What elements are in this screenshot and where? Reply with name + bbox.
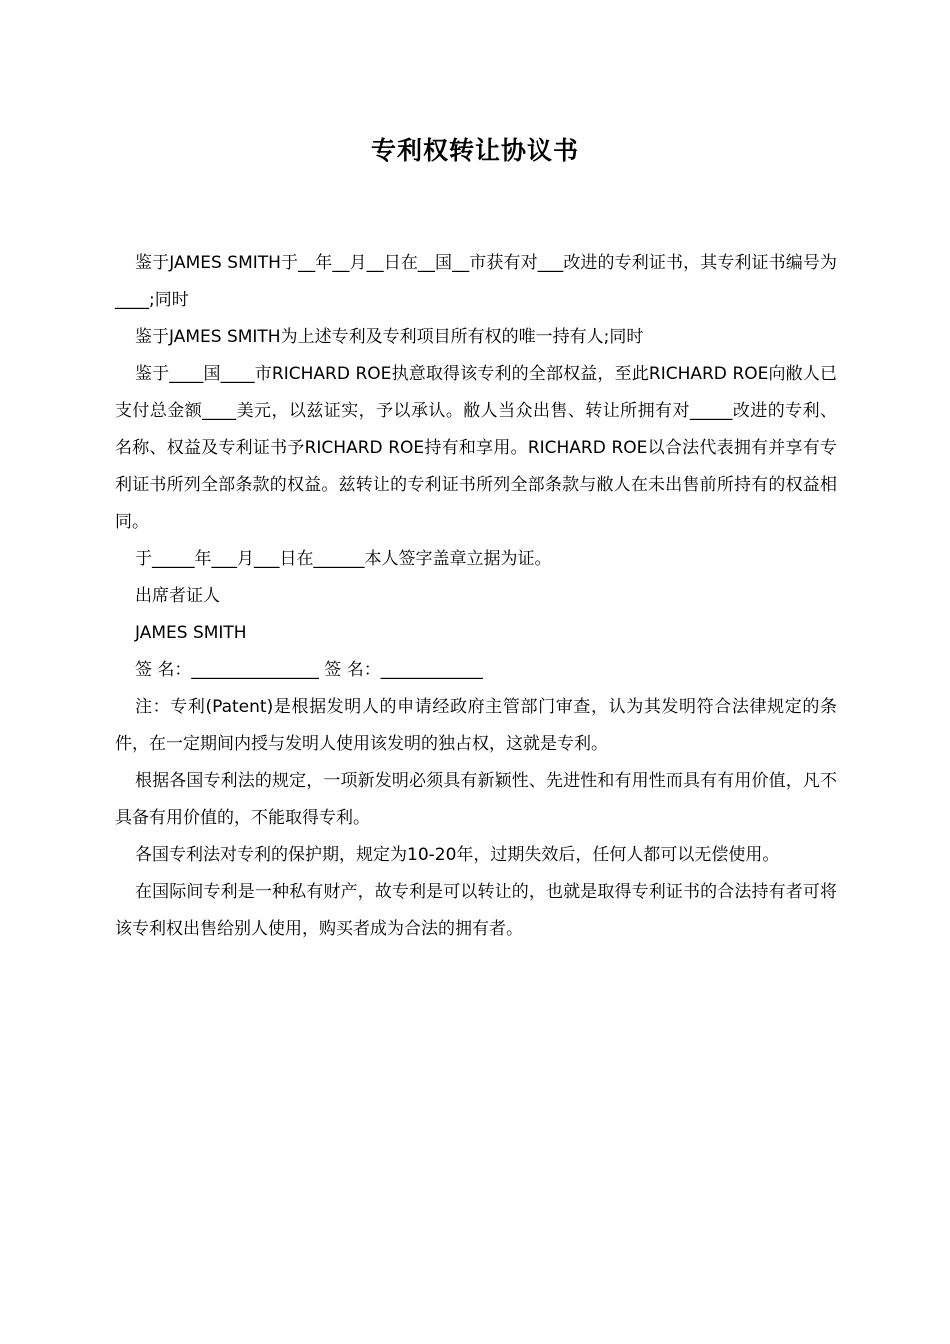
paragraph-witness-name: JAMES SMITH: [135, 623, 247, 643]
paragraph-whereas-transfer: 鉴于____国____市RICHARD ROE执意取得该专利的全部权益，至此RICHARD ROE向敝人已支付总金额____美元，以兹证实，予以承认。敝人当众出售、转让所拥有对_____改进的专利、名称、权益及专利证书予RICHARD ROE持有和享用。RICHARD ROE以合法代表拥有并享有专利证书所列全部条款的权益。兹转让的专利证书所列全部条款与敝人在未出售前所持有的权益相同。: [115, 364, 837, 532]
paragraph-note-requirements: 根据各国专利法的规定，一项新发明必须具有新颖性、先进性和有用性而具有有用价值，凡不具备有用价值的，不能取得专利。: [115, 771, 837, 828]
paragraph-whereas-patent: 鉴于JAMES SMITH于__年__月__日在__国__市获有对___改进的专利证书，其专利证书编号为____;同时: [115, 253, 837, 310]
document-title: 专利权转让协议书: [370, 136, 579, 165]
paragraph-note-transferable: 在国际间专利是一种私有财产，故专利是可以转让的，也就是取得专利证书的合法持有者可将该专利权出售给别人使用，购买者成为合法的拥有者。: [115, 882, 837, 939]
document-body: [115, 245, 837, 948]
paragraph-date-signature: 于_____年___月___日在______本人签字盖章立据为证。: [135, 549, 552, 569]
paragraph-note-protection-period: 各国专利法对专利的保护期，规定为10-20年，过期失效后，任何人都可以无偿使用。: [135, 845, 780, 865]
paragraph-note-patent: 注：专利(Patent)是根据发明人的申请经政府主管部门审查，认为其发明符合法律规定的条件，在一定期间内授与发明人使用该发明的独占权，这就是专利。: [115, 697, 837, 754]
paragraph-whereas-owner: 鉴于JAMES SMITH为上述专利及专利项目所有权的唯一持有人;同时: [135, 327, 644, 347]
paragraph-witness-label: 出席者证人: [135, 586, 220, 606]
paragraph-signature-lines: 签 名：_______________ 签 名：____________: [135, 660, 483, 680]
